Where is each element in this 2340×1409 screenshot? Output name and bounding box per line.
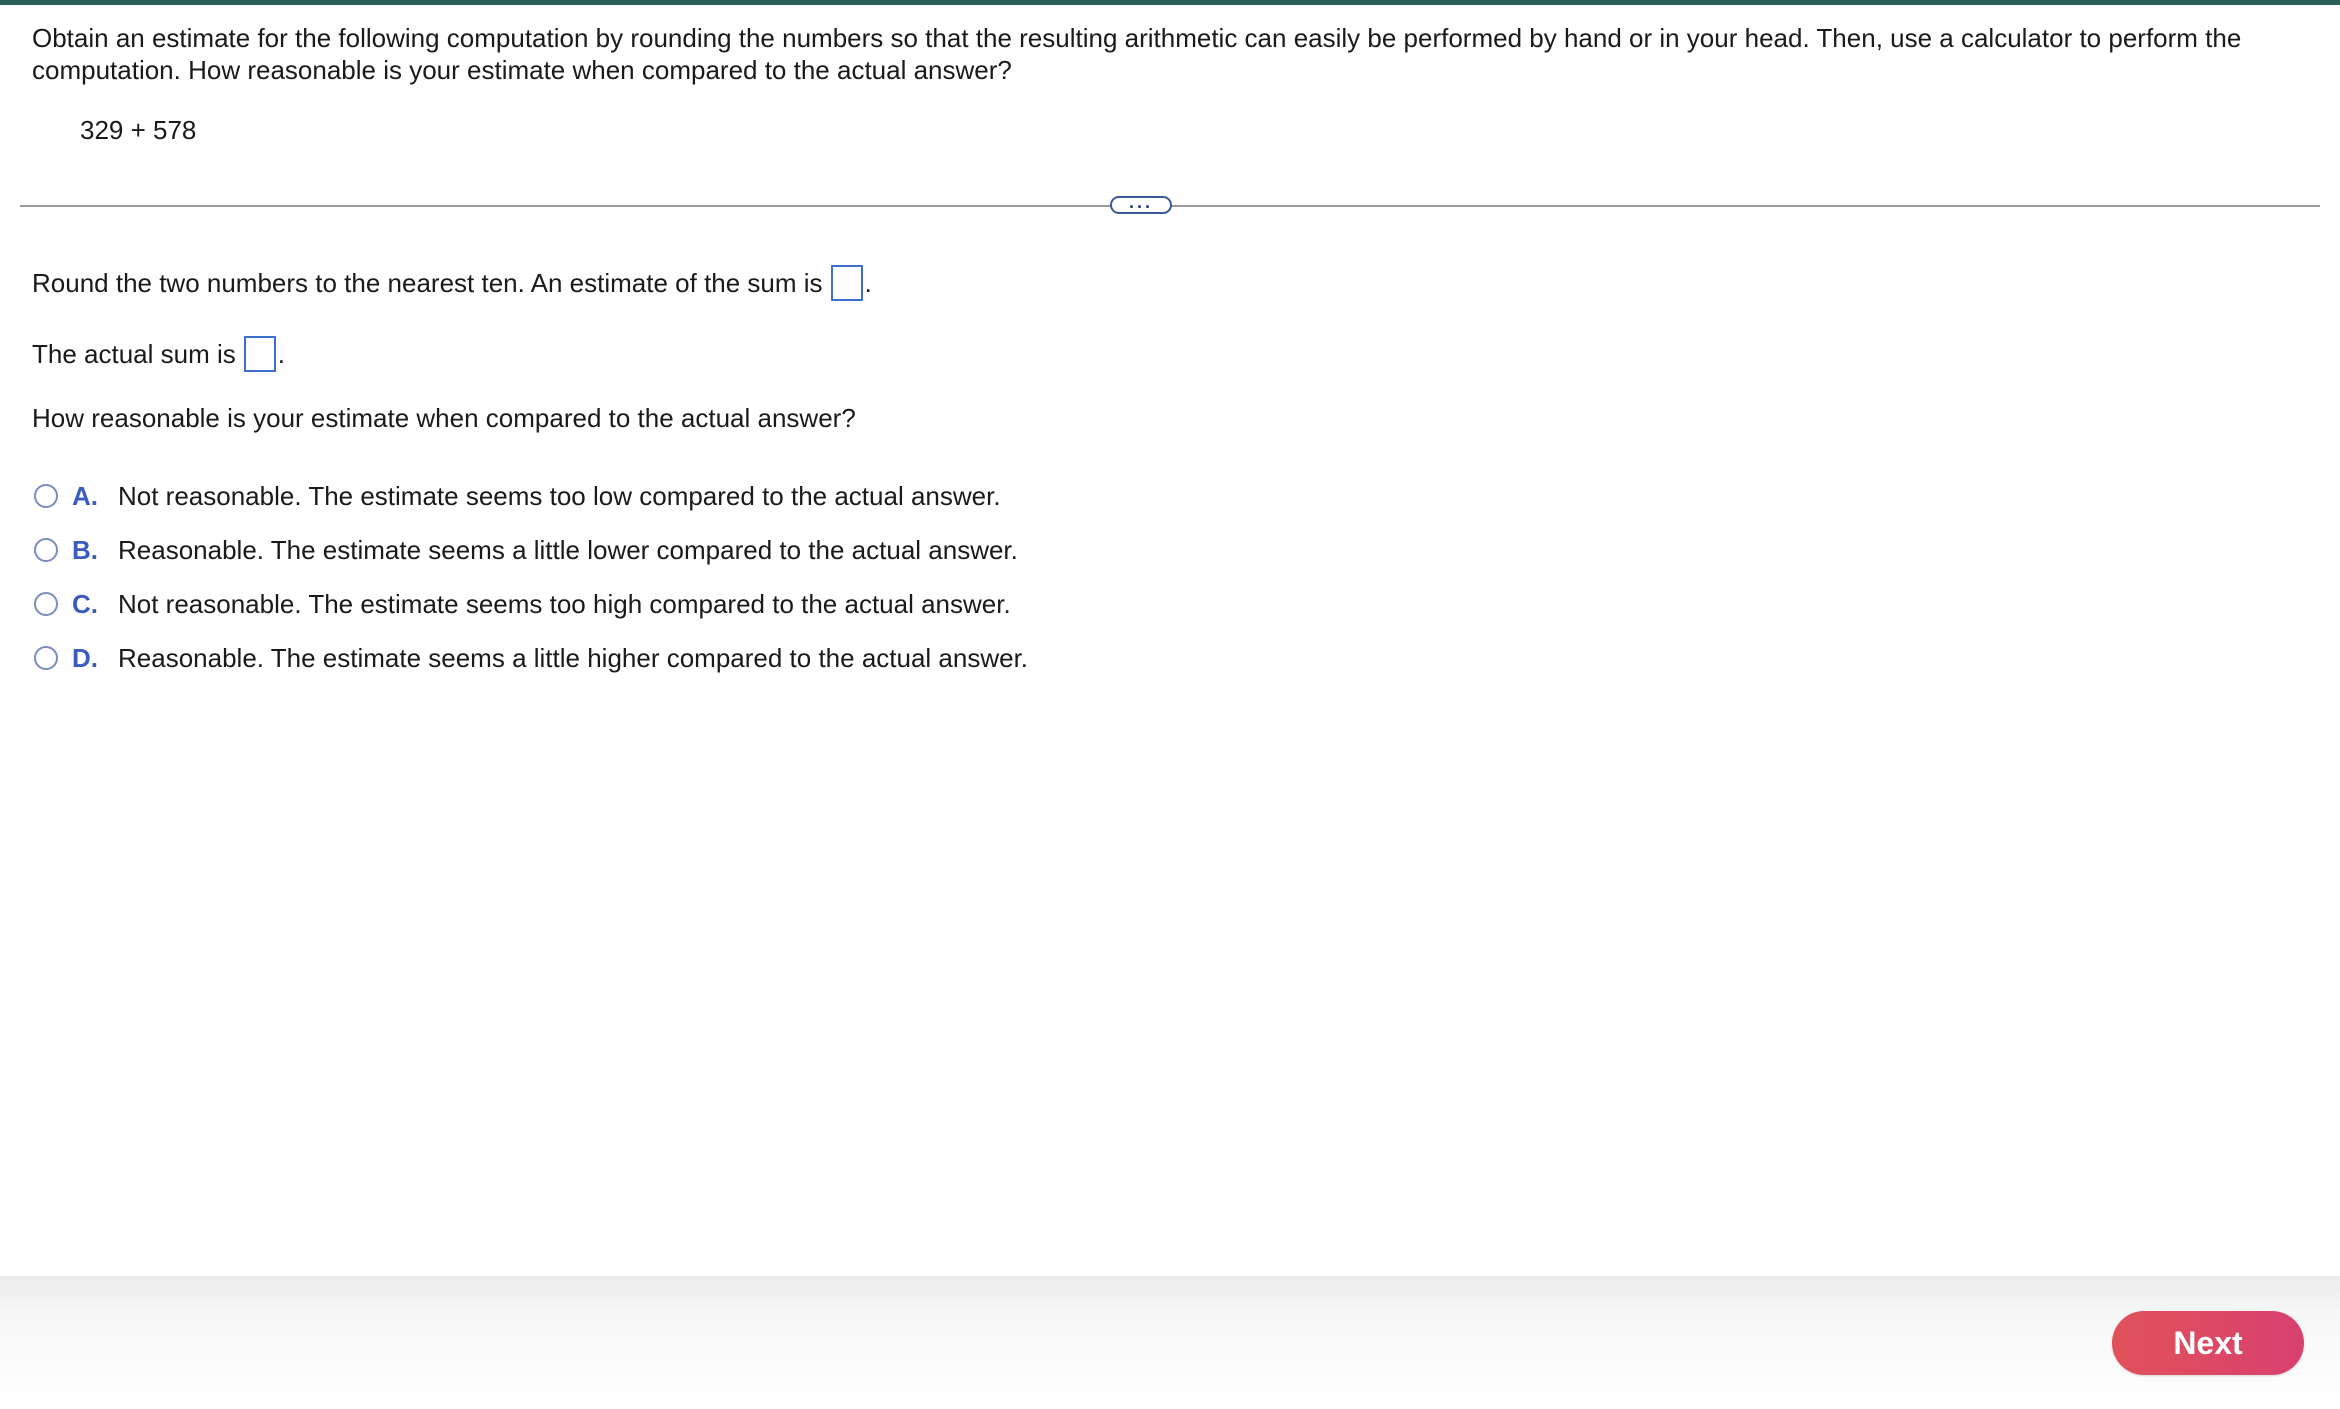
reasonable-question: How reasonable is your estimate when compared to the actual answer? (32, 403, 856, 433)
estimate-period: . (864, 268, 872, 298)
radio-icon[interactable] (34, 538, 58, 562)
radio-icon[interactable] (34, 592, 58, 616)
option-text: Not reasonable. The estimate seems too low compared to the actual answer. (118, 480, 1001, 511)
option-d[interactable] (34, 638, 1028, 678)
footer-bar (0, 1276, 2340, 1409)
option-text: Not reasonable. The estimate seems too high compared to the actual answer. (118, 588, 1011, 619)
option-letter: B. (72, 534, 98, 565)
estimate-line (32, 265, 872, 303)
option-b[interactable] (34, 530, 1018, 570)
radio-icon[interactable] (34, 484, 58, 508)
ellipsis-icon: ... (1128, 192, 1153, 212)
estimate-answer-input[interactable] (831, 265, 863, 301)
option-letter: C. (72, 588, 98, 619)
top-accent-bar (0, 0, 2340, 5)
show-more-button[interactable] (1110, 192, 1172, 214)
actual-answer-input[interactable] (244, 336, 276, 372)
actual-period: . (277, 339, 285, 369)
question-instruction: Obtain an estimate for the following computation by rounding the numbers so that the resulting arithmetic can easily be performed by hand or in your head. Then, use a calculator to perform the computation. How reasonable is your estimate when compared to the actual answer? (32, 23, 2242, 85)
option-letter: D. (72, 642, 98, 673)
option-text: Reasonable. The estimate seems a little higher compared to the actual answer. (118, 642, 1029, 673)
actual-prompt: The actual sum is (32, 339, 236, 369)
next-button[interactable]: Next (2112, 1311, 2304, 1375)
radio-icon[interactable] (34, 646, 58, 670)
option-a[interactable] (34, 476, 1001, 516)
option-letter: A. (72, 480, 98, 511)
actual-line (32, 336, 285, 374)
computation-expression: 329 + 578 (80, 115, 197, 145)
option-c[interactable] (34, 584, 1011, 624)
option-text: Reasonable. The estimate seems a little lower compared to the actual answer. (118, 534, 1018, 565)
estimate-prompt: Round the two numbers to the nearest ten. An estimate of the sum is (32, 268, 823, 298)
